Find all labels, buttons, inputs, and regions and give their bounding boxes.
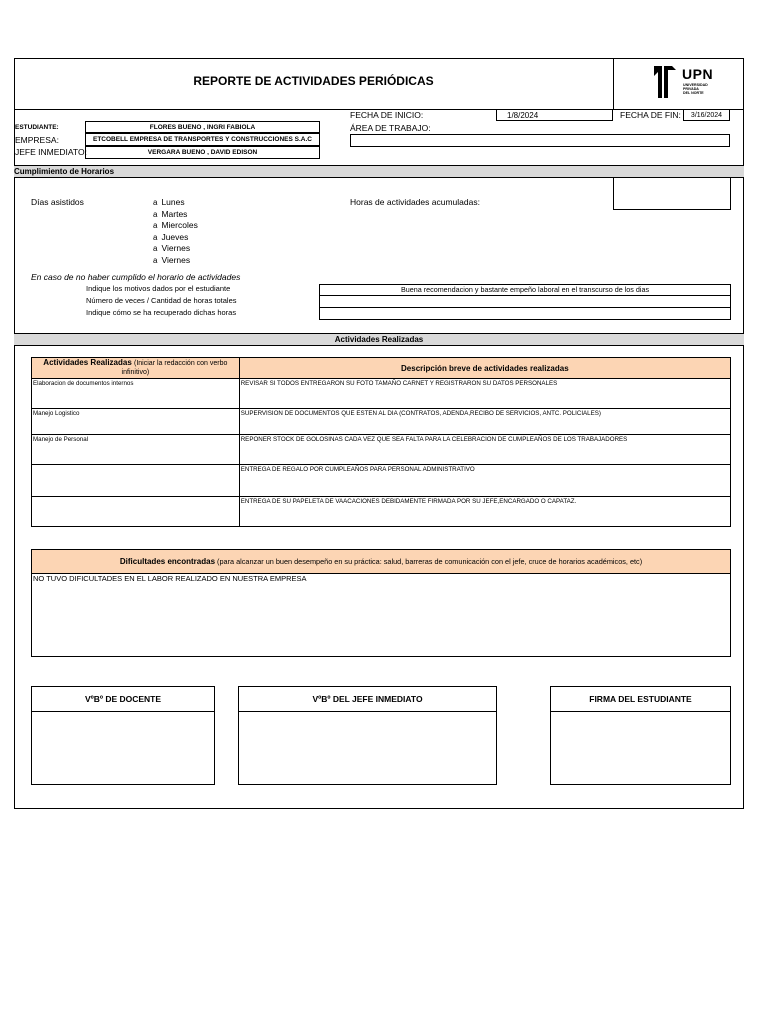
logo-subtitle-line: UNIVERSIDAD	[683, 83, 708, 87]
day-label: Jueves	[161, 231, 189, 242]
logo-subtitle-line: PRIVADA	[683, 87, 699, 92]
header-divider	[613, 58, 614, 110]
logo-subtitle-line: DEL NORTE	[683, 91, 704, 96]
actividad-cell[interactable]: Elaboracion de documentos internos	[32, 379, 240, 409]
upn-logo	[652, 66, 722, 100]
actividades-header-row	[32, 358, 731, 379]
fecha-inicio-label: FECHA DE INICIO:	[350, 110, 424, 120]
check-mark-icon: a	[153, 244, 158, 254]
actividad-cell[interactable]: Manejo Logistico	[32, 409, 240, 435]
descripcion-cell[interactable]: SUPERVISION DE DOCUMENTOS QUE ESTEN AL DIA (CONTRATOS, ADENDA,RECIBO DE SERVICIOS, ANTC. POLICIALES)	[239, 409, 730, 435]
jefe-field[interactable]: VERGARA BUENO , DAVID EDISON	[85, 146, 320, 159]
actividades-col-header	[32, 358, 240, 379]
firma-jefe-label: VºBº DEL JEFE INMEDIATO	[239, 687, 496, 712]
estudiante-label: ESTUDIANTE:	[15, 124, 59, 131]
actividades-col-title: Actividades Realizadas	[43, 357, 132, 367]
table-row	[32, 435, 731, 465]
day-label: Lunes	[161, 197, 185, 207]
dias-label: Días asistidos	[31, 197, 84, 207]
logo-subtitle	[683, 83, 708, 96]
check-mark-icon: a	[153, 255, 158, 265]
day-item[interactable]	[153, 197, 198, 209]
horarios-bar: Cumplimiento de Horarios	[14, 165, 744, 178]
area-field[interactable]	[350, 134, 730, 147]
dias-list	[153, 197, 198, 267]
day-label: Martes	[161, 208, 188, 219]
day-item[interactable]	[153, 243, 198, 255]
dificultades-title: Dificultades encontradas	[119, 557, 216, 566]
day-item[interactable]	[153, 255, 198, 267]
horas-box[interactable]	[613, 178, 731, 210]
table-row	[32, 465, 731, 497]
dificultades-field[interactable]: NO TUVO DIFICULTADES EN EL LABOR REALIZADO EN NUESTRA EMPRESA	[31, 574, 731, 657]
actividades-bar: Actividades Realizadas	[14, 333, 744, 346]
day-item[interactable]	[153, 209, 198, 221]
logo-text: UPN	[682, 66, 714, 82]
jefe-label: JEFE INMEDIATO:	[15, 147, 87, 157]
firma-docente-label: VºBº DE DOCENTE	[32, 687, 214, 712]
veces-label: Número de veces / Cantidad de horas totales	[86, 296, 237, 305]
firma-estudiante-box[interactable]	[550, 686, 731, 785]
check-mark-icon: a	[153, 198, 158, 207]
check-mark-icon: a	[153, 209, 158, 219]
actividad-cell[interactable]	[32, 497, 240, 527]
table-row	[32, 409, 731, 435]
horas-label: Horas de actividades acumuladas:	[350, 197, 480, 207]
firma-estudiante-label: FIRMA DEL ESTUDIANTE	[551, 687, 730, 712]
firma-jefe-box[interactable]	[238, 686, 497, 785]
area-label: ÁREA DE TRABAJO:	[350, 123, 431, 133]
table-row	[32, 379, 731, 409]
day-label: Miercoles	[161, 220, 198, 231]
day-item[interactable]	[153, 220, 198, 232]
empresa-field[interactable]: ETCOBELL EMPRESA DE TRANSPORTES Y CONSTRUCCIONES S.A.C	[85, 133, 320, 146]
actividades-col-note: (Iniciar la redacción con verbo infinitivo)	[121, 359, 228, 376]
day-label: Viernes	[161, 254, 191, 265]
actividad-cell[interactable]	[32, 465, 240, 497]
check-mark-icon: a	[153, 221, 158, 231]
day-label: Viernes	[161, 243, 191, 254]
actividades-table	[31, 357, 731, 527]
incumplido-label: En caso de no haber cumplido el horario de actividades	[31, 272, 241, 282]
day-item[interactable]	[153, 232, 198, 244]
empresa-label: EMPRESA:	[15, 135, 59, 145]
actividad-cell[interactable]: Manejo de Personal	[32, 435, 240, 465]
recuperado-field[interactable]	[319, 308, 731, 320]
descripcion-cell[interactable]: ENTREGA DE REGALO POR CUMPLEAÑOS PARA PERSONAL ADMINISTRATIVO	[239, 465, 730, 497]
veces-field[interactable]	[319, 296, 731, 308]
fecha-fin-label: FECHA DE FIN:	[620, 110, 681, 120]
report-title: REPORTE DE ACTIVIDADES PERIÓDICAS	[193, 74, 434, 88]
fecha-inicio-field[interactable]: 1/8/2024	[496, 109, 613, 121]
descripcion-col-header: Descripción breve de actividades realizadas	[239, 358, 730, 379]
descripcion-cell[interactable]: REVISAR SI TODOS ENTREGARON SU FOTO TAMAÑO CARNET Y REGISTRARON SU DATOS PERSONALES	[239, 379, 730, 409]
fecha-fin-field[interactable]: 3/16/2024	[683, 109, 730, 121]
estudiante-field[interactable]: FLORES BUENO , INGRI FABIOLA	[85, 121, 320, 133]
descripcion-cell[interactable]: REPONER STOCK DE GOLOSINAS CADA VEZ QUE SEA FALTA PARA LA CELEBRACION DE CUMPLEAÑOS DE LOS TRABAJADORES	[239, 435, 730, 465]
firma-docente-box[interactable]	[31, 686, 215, 785]
motivos-label: Indique los motivos dados por el estudiante	[86, 284, 231, 293]
dificultades-note: (para alcanzar un buen desempeño en su práctica: salud, barreras de comunicación con el jefe, cruce de horarios académicos, etc)	[217, 557, 643, 566]
check-mark-icon: a	[153, 232, 158, 242]
motivos-field[interactable]: Buena recomendacion y bastante empeño laboral en el transcurso de los dias	[319, 284, 731, 296]
descripcion-cell[interactable]: ENTREGA DE SU PAPELETA DE VAACACIONES DEBIDAMENTE FIRMADA POR SU JEFE,ENCARGADO O CAPATAZ.	[239, 497, 730, 527]
recuperado-label: Indique cómo se ha recuperado dichas horas	[86, 308, 237, 317]
table-row	[32, 497, 731, 527]
dificultades-header	[31, 549, 731, 574]
